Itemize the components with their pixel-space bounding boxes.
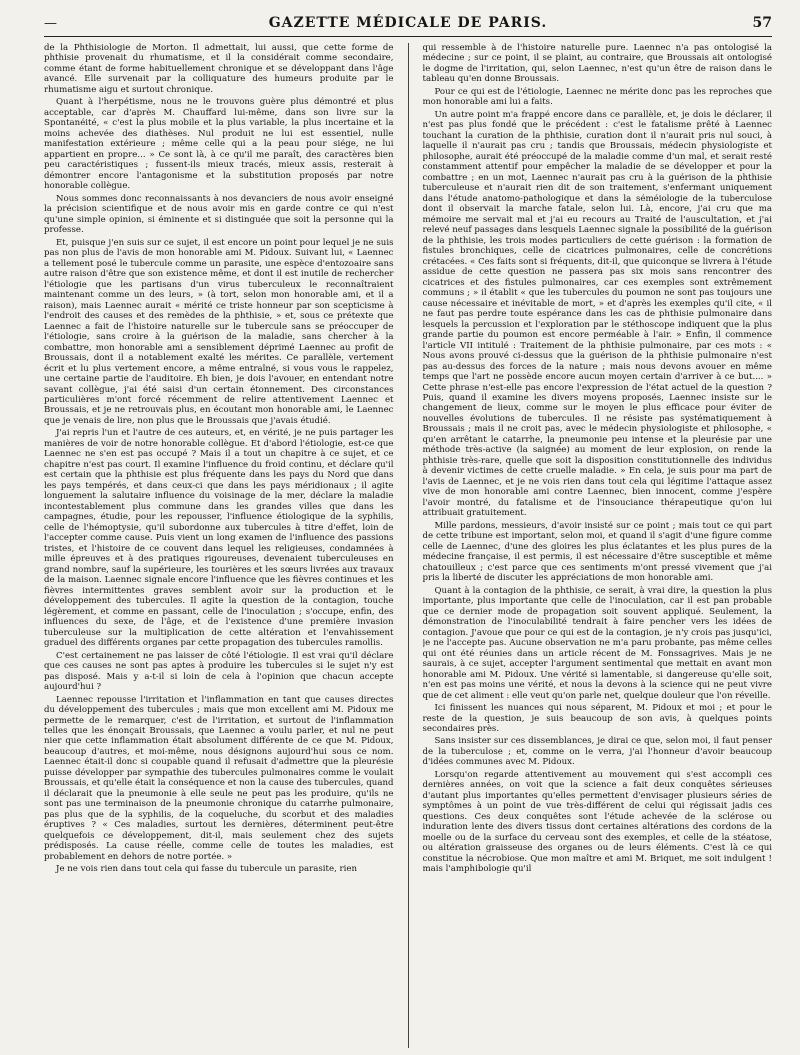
paragraph: Un autre point m'a frappé encore dans ce parallèle, et, je dois le déclarer, il n'est pas plus fondé que le précédent : c'est le fatalisme prêté à Laennec touchant la curation de la phthisie, curation dont il n'aurait pris nul souci, à laquelle il n'aurait pas cru ; tandis que Broussais, médecin physiologiste et philosophe, aurait été préoccupé de la maladie comme d'un mal, et serait resté constamment attentif pour empêcher la maladie de se développer et pour la combattre ; en un mot, Laennec n'aurait pas cru à la guérison de la phthisie tuberculeuse et n'aurait rien dit de son traitement, s'enfermant uniquement dans l'étude anatomo-pathologique et dans la séméiologie de la tuberculose dont il observait la marche fatale, selon lui. Là, encore, j'ai cru que ma mémoire me servait mal et j'ai eu recours au Traité de l'auscultation, et j'ai relevé neuf passages dans lesquels Laennec signale la possibilité de la guérison de la phthisie, les trois modes particuliers de cette guérison : la formation de fistules bronchiques, celle de cicatrices pulmonaires, celle de concrétions crétacées. « Ces faits sont si fréquents, dit-il, que quiconque se livrera à l'étude assidue de cette question ne passera pas six mois sans rencontrer des cicatrices et des fistules pulmonaires, car ces exemples sont extrêmement communs ; » il établit « que les tubercules du poumon ne sont pas toujours une cause nécessaire et inévitable de mort, » et d'après les exemples qu'il cite, « il ne faut pas perdre toute espérance dans les cas de phthisie pulmonaire dans lesquels la percussion et l'exploration par le stéthoscope indiquent que la plus grande partie du poumon est encore perméable à l'air. » Enfin, il commence l'article VII intitulé : Traitement de la phthisie pulmonaire, par ces mots : « Nous avons prouvé ci-dessus que la guérison de la phthisie pulmonaire n'est pas au-dessus des forces de la nature ; mais nous devons avouer en même temps que l'art ne possède encore aucun moyen certain d'arriver à ce but.... » Cette phrase n'est-elle pas encore l'expression de l'état actuel de la question ? Puis, quand il examine les divers moyens proposés, Laennec insiste sur le changement de lieux, comme sur le moyen le plus efficace pour éviter de nouvelles évolutions de tubercules. Il ne résiste pas systématiquement à Broussais ; mais il ne croit pas, avec le médecin physiologiste et philosophe, « qu'en arrêtant le catarrhe, la pneumonie peu intense et la pleurésie par une méthode très-active (la saignée) au moment de leur explosion, on rende la phthisie très-rare, quelle que soit la disposition constitutionnelle des individus à devenir victimes de cette cruelle maladie. » En cela, je suis pour ma part de l'avis de Laennec, et je ne vois rien dans tout cela qui légitime l'attaque assez vive de mon honorable ami contre Laennec, bien innocent, comme j'espère l'avoir montré, du fatalisme et de l'insouciance thérapeutique qu'on lui attribuait gratuitement.	[422, 109, 772, 519]
paragraph: Laennec repousse l'irritation et l'inflammation en tant que causes directes du développement des tubercules ; mais que mon excellent ami M. Pidoux me permette de le remarquer, c'est de l'irritation, et surtout de l'inflammation telles que les énonçait Broussais, que Laennec a voulu parler, et nul ne peut nier que cette inflammation était absolument différente de ce que M. Pidoux, beaucoup d'autres, et moi-même, nous désignons aujourd'hui sous ce nom. Laennec était-il donc si coupable quand il refusait d'admettre que la pleurésie puisse développer par sympathie des tubercules pulmonaires comme le voulait Broussais, et qu'elle était la conséquence et non la cause des tubercules, quand il déclarait que la pneumonie à elle seule ne peut pas les produire, qu'ils ne sont pas une terminaison de la pneumonie chronique du catarrhe pulmonaire, pas plus que de la syphilis, de la coqueluche, du scorbut et des maladies éruptives ? « Ces maladies, surtout les dernières, déterminent peut-être quelquefois ce développement, dit-il, mais seulement chez des sujets prédisposés. La cause réelle, comme celle de toutes les maladies, est probablement en dehors de notre portée. »	[44, 694, 394, 862]
column-divider	[408, 43, 409, 1048]
paragraph: Sans insister sur ces dissemblances, je dirai ce que, selon moi, il faut penser de la tuberculose ; et, comme on le verra, j'ai l'honneur d'avoir beaucoup d'idées communes avec M. Pidoux.	[422, 736, 772, 768]
paragraph: Mille pardons, messieurs, d'avoir insisté sur ce point ; mais tout ce qui part de cette tribune est important, selon moi, et quand il s'agit d'une figure comme celle de Laennec, d'une des gloires les plus éclatantes et les plus pures de la médecine française, il est permis, il est nécessaire d'être susceptible et même chatouilleux ; c'est parce que ces sentiments m'ont pressé vivement que j'ai pris la liberté de discuter les appréciations de mon honorable ami.	[422, 520, 772, 584]
paragraph: C'est certainement ne pas laisser de côté l'étiologie. Il est vrai qu'il déclare que ces causes ne sont pas aptes à produire les tubercules si le sujet n'y est pas disposé. Mais y a-t-il si loin de cela à l'opinion que chacun accepte aujourd'hui ?	[44, 650, 394, 693]
paragraph: Quant à l'herpétisme, nous ne le trouvons guère plus démontré et plus acceptable, car d'après M. Chauffard lui-même, dans son livre sur la Spontanéité, « c'est la plus mobile et la plus variable, la plus incertaine et la moins achevée des diathèses. Nul produit ne lui est essentiel, nulle manifestation extérieure ; même celle qui a la peau pour siége, ne lui appartient en propre... » Ce sont là, à ce qu'il me paraît, des caractères bien peu caractéristiques ; fussent-ils mieux tracés, mieux assis, resterait à démontrer encore l'antagonisme et la substitution proposés par notre honorable collègue.	[44, 97, 394, 192]
paragraph: J'ai repris l'un et l'autre de ces auteurs, et, en vérité, je ne puis partager les manières de voir de notre honorable collègue. Et d'abord l'étiologie, est-ce que Laennec ne s'en est pas occupé ? Mais il a tout un chapitre à ce sujet, et ce chapitre n'est pas court. Il examine l'influence du froid continu, et déclare qu'il est certain que la phthisie est plus fréquente dans les pays du Nord que dans les pays tempérés, et dans ceux-ci que dans les pays méridionaux ; il agite longuement la salutaire influence du voisinage de la mer, déclare la maladie incontestablement plus commune dans les grandes villes que dans les campagnes, étudie, pour les repousser, l'influence étiologique de la syphilis, celle de l'hémoptysie, qu'il subordonne aux tubercules à titre d'effet, loin de l'accepter comme cause. Puis vient un long examen de l'influence des passions tristes, et l'histoire de ce couvent dans lequel les religieuses, condamnées à mille épreuves et à des pratiques rigoureuses, devenaient tuberculeuses en grand nombre, sauf la supérieure, les tourières et les sœurs livrées aux travaux de la maison. Laennec signale encore l'influence que les fièvres continues et les fièvres intermittentes graves semblent avoir sur la production et le développement des tubercules. Il agite la question de la contagion, touche légèrement, et comme en passant, celle de l'inoculation ; s'occupe, enfin, des influences du sexe, de l'âge, et de l'existence d'une première invasion tuberculeuse sur la multiplication de cette altération et l'envahissement graduel des différents organes par cette propagation des tubercules ramollis.	[44, 428, 394, 649]
paragraph: Et, puisque j'en suis sur ce sujet, il est encore un point pour lequel je ne suis pas non plus de l'avis de mon honorable ami M. Pidoux. Suivant lui, « Laennec a tellement posé le tubercule comme un parasite, une espèce d'entozoaire sans autre raison d'être que son existence même, et dont il est inutile de rechercher l'étiologie que les partisans d'un virus tuberculeux le reconnaîtraient maintenant comme un des leurs, » (à tort, selon mon honorable ami, et il a raison), mais Laennec aurait « mérité ce triste honneur par son scepticisme à l'endroit des causes et des remèdes de la phthisie, » et, sous ce prétexte que Laennec a fait de l'histoire naturelle sur le tubercule sans se préoccuper de l'étiologie, sans croire à la guérison de la maladie, sans chercher à la combattre, mon honorable ami a sensiblement déprimé Laennec au profit de Broussais, dont il a notablement exalté les mérites. Ce parallèle, vertement écrit et lu plus vertement encore, a même entraîné, si vous vous le rappelez, une certaine partie de l'auditoire. Eh bien, je dois l'avouer, en entendant notre savant collègue, j'ai été saisi d'un certain étonnement. Des circonstances particulières m'ont forcé récemment de relire attentivement Laennec et Broussais, et je ne retrouvais plus, en écoutant mon honorable ami, le Laennec que je venais de lire, non plus que le Broussais que j'avais étudié.	[44, 237, 394, 426]
paragraph: qui ressemble à de l'histoire naturelle pure. Laennec n'a pas ontologisé la médecine ; sur ce point, il se plaint, au contraire, que Broussais ait ontologisé le dogme de l'irritation, qui, selon Laennec, n'est qu'un être de raison dans le tableau qu'en donne Broussais.	[422, 43, 772, 85]
paragraph: Je ne vois rien dans tout cela qui fasse du tubercule un parasite, rien	[56, 864, 358, 875]
paragraph: Ici finissent les nuances qui nous séparent, M. Pidoux et moi ; et pour le reste de la question, je suis beaucoup de son avis, à quelques points secondaires près.	[422, 703, 772, 734]
paragraph: Quant à la contagion de la phthisie, ce serait, à vrai dire, la question la plus importante, plus importante que celle de l'inoculation, car il est pan probable que ce dernier mode de propagation soit souvent appliqué. Seulement, la démonstration de l'inoculabilité tendrait à faire pencher vers les idées de contagion. J'avoue que pour ce qui est de la contagion, je n'y crois pas jusqu'ici, je ne l'accepte pas. Aucune observation ne m'a paru probante, pas même celles qui ont été réunies dans un article récent de M. Fonssagrives. Mais je ne saurais, à ce sujet, accepter l'argument sentimental que mettait en avant mon honorable ami M. Pidoux. Une vérité si lamentable, si dangereuse qu'elle soit, n'en est pas moins une vérité, et nous la devons à la science qui ne peut vivre que de cet aliment : elle veut qu'on parle net, quelque douleur que l'on réveille.	[422, 585, 772, 701]
header-left-mark: —	[44, 16, 57, 31]
paragraph: Nous sommes donc reconnaissants à nos devanciers de nous avoir enseigné la précision scientifique et de nous avoir mis en garde contre ce qui n'est qu'une simple opinion, si éminente et si distinguée que soit la personne qui la professe.	[44, 193, 394, 236]
page-number: 57	[752, 15, 772, 31]
paragraph: Pour ce qui est de l'étiologie, Laennec ne mérite donc pas les reproches que mon honorable ami lui a faits.	[422, 86, 772, 108]
left-column	[44, 43, 394, 1048]
paragraph: Lorsqu'on regarde attentivement au mouvement qui s'est accompli ces dernières années, on voit que la science a fait deux conquêtes sérieuses d'autant plus importantes qu'elles permettent d'envisager plusieurs séries de symptômes à un point de vue très-différent de celui qui régissait jadis ces questions. Ces deux conquêtes sont l'étude achevée de la sclérose ou induration lente des divers tissus dont certaines altérations des cordons de la moelle ou de la surface du cerveau sont des exemples, et celle de la stéatose, ou altération graisseuse des organes ou de leurs éléments. C'est là ce qui constitue la nécrobiose. Que mon maître et ami M. Briquet, me soit indulgent ! mais l'amphibologie qu'il	[422, 769, 772, 875]
paragraph: de la Phthisiologie de Morton. Il admettait, lui aussi, que cette forme de phthisie provenait du rhumatisme, et il la considérait comme secondaire, comme étant de forme habituellement chronique et se développant dans l'âge avancé. Elle survenait par la colliquature des humeurs produite par le rhumatisme aigu et surtout chronique.	[44, 43, 394, 95]
text-columns	[44, 43, 772, 1048]
right-column	[423, 43, 773, 1048]
journal-title: GAZETTE MÉDICALE DE PARIS.	[268, 15, 548, 31]
page-header	[44, 14, 772, 37]
